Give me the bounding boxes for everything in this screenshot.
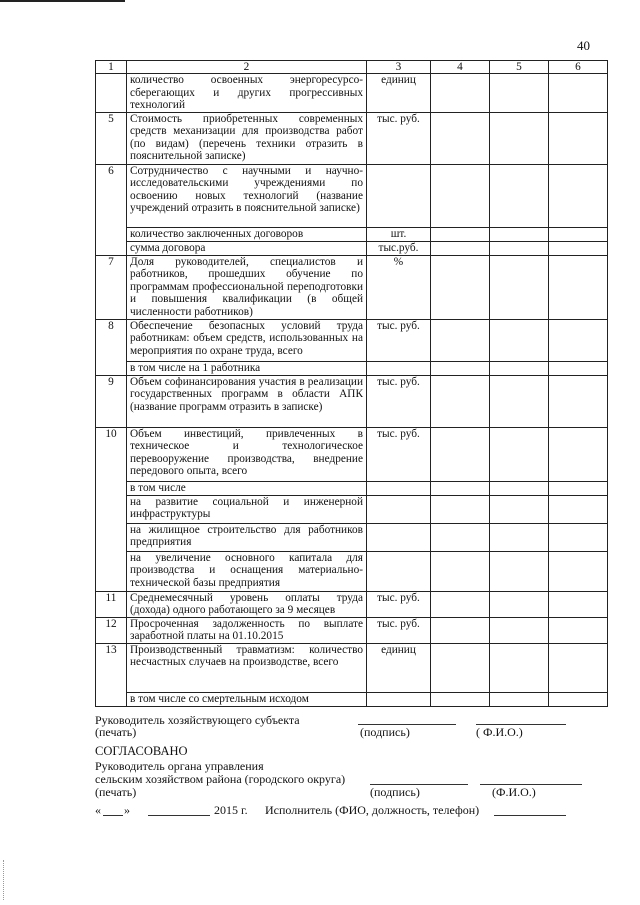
unit-cell: %	[367, 255, 431, 319]
table-row	[96, 591, 608, 617]
table-row	[96, 74, 608, 113]
value-cell	[490, 643, 549, 692]
table-row	[96, 692, 608, 706]
value-cell	[431, 112, 490, 164]
fio-label: ( Ф.И.О.)	[476, 725, 523, 739]
table-row	[96, 241, 608, 255]
header-cell: 2	[127, 61, 367, 74]
executor-line	[494, 815, 566, 816]
value-cell	[431, 255, 490, 319]
value-cell	[490, 591, 549, 617]
date-close-quote: »	[124, 803, 130, 817]
value-cell	[431, 617, 490, 643]
row-number	[96, 361, 127, 375]
value-cell	[431, 591, 490, 617]
indicator-text: на увеличение основного капитала для производства и оснащения материально-технической базы предприятия	[127, 551, 367, 591]
value-cell	[431, 361, 490, 375]
table-row	[96, 643, 608, 692]
value-cell	[431, 692, 490, 706]
indicator-text: Производственный травматизм: количество несчастных случаев на производстве, всего	[127, 643, 367, 692]
header-cell: 3	[367, 61, 431, 74]
indicator-text: Просроченная задолженность по выплате заработной платы на 01.10.2015	[127, 617, 367, 643]
report-table	[95, 60, 608, 707]
stamp-label: (печать)	[95, 725, 137, 739]
signature-label: (подпись)	[370, 785, 420, 799]
table-row	[96, 255, 608, 319]
value-cell	[549, 255, 608, 319]
unit-cell: тыс. руб.	[367, 617, 431, 643]
unit-cell: тыс. руб.	[367, 427, 431, 481]
value-cell	[490, 692, 549, 706]
value-cell	[490, 427, 549, 481]
row-number: 11	[96, 591, 127, 617]
page-number: 40	[577, 38, 590, 53]
unit-cell	[367, 164, 431, 227]
head-title: Руководитель хозяйствующего субъекта	[95, 713, 300, 727]
unit-cell: единиц	[367, 74, 431, 113]
mgmt-title-line2: сельским хозяйством района (городского округа)	[95, 772, 346, 786]
value-cell	[431, 375, 490, 427]
value-cell	[549, 643, 608, 692]
unit-cell	[367, 481, 431, 495]
date-year: 2015 г.	[214, 803, 248, 817]
value-cell	[490, 241, 549, 255]
row-number: 10	[96, 427, 127, 481]
indicator-text: количество заключенных договоров	[127, 227, 367, 241]
indicator-text: количество освоенных энергоресурсо-сберегающих и других прогрессивных технологий	[127, 74, 367, 113]
unit-cell: тыс. руб.	[367, 375, 431, 427]
table-row	[96, 551, 608, 591]
value-cell	[431, 227, 490, 241]
value-cell	[431, 551, 490, 591]
value-cell	[431, 427, 490, 481]
scan-artifact	[3, 860, 6, 900]
executor-label: Исполнитель (ФИО, должность, телефон)	[265, 803, 480, 817]
row-number: 6	[96, 164, 127, 227]
value-cell	[490, 227, 549, 241]
date-open-quote: «	[95, 803, 101, 817]
indicator-text: в том числе	[127, 481, 367, 495]
header-cell: 6	[549, 61, 608, 74]
value-cell	[490, 523, 549, 551]
value-cell	[490, 319, 549, 361]
approved-heading: СОГЛАСОВАНО	[95, 744, 188, 758]
row-number: 5	[96, 112, 127, 164]
unit-cell	[367, 523, 431, 551]
value-cell	[549, 591, 608, 617]
value-cell	[549, 617, 608, 643]
value-cell	[431, 643, 490, 692]
table-row	[96, 617, 608, 643]
row-number	[96, 227, 127, 241]
table-row	[96, 523, 608, 551]
value-cell	[431, 241, 490, 255]
row-number	[96, 481, 127, 495]
value-cell	[431, 74, 490, 113]
row-number	[96, 74, 127, 113]
value-cell	[549, 481, 608, 495]
value-cell	[490, 481, 549, 495]
value-cell	[549, 361, 608, 375]
value-cell	[549, 375, 608, 427]
row-number	[96, 495, 127, 523]
row-number: 9	[96, 375, 127, 427]
row-number	[96, 523, 127, 551]
unit-cell: тыс. руб.	[367, 112, 431, 164]
value-cell	[431, 319, 490, 361]
table-row	[96, 164, 608, 227]
date-month-line	[148, 815, 210, 816]
unit-cell	[367, 495, 431, 523]
header-cell: 1	[96, 61, 127, 74]
row-number: 13	[96, 643, 127, 692]
indicator-text: в том числе со смертельным исходом	[127, 692, 367, 706]
table-row	[96, 427, 608, 481]
unit-cell: тыс.руб.	[367, 241, 431, 255]
value-cell	[549, 227, 608, 241]
value-cell	[490, 255, 549, 319]
header-cell: 5	[490, 61, 549, 74]
scan-edge-mark	[0, 0, 125, 2]
row-number	[96, 692, 127, 706]
unit-cell	[367, 692, 431, 706]
value-cell	[549, 551, 608, 591]
unit-cell: тыс. руб.	[367, 591, 431, 617]
row-number	[96, 551, 127, 591]
table-header-row	[96, 61, 608, 74]
indicator-text: на развитие социальной и инженерной инфраструктуры	[127, 495, 367, 523]
value-cell	[490, 361, 549, 375]
signature-label: (подпись)	[360, 725, 410, 739]
table-row	[96, 481, 608, 495]
value-cell	[549, 241, 608, 255]
row-number: 12	[96, 617, 127, 643]
value-cell	[549, 692, 608, 706]
value-cell	[549, 427, 608, 481]
indicator-text: Доля руководителей, специалистов и работников, прошедших обучение по программам профессиональной переподготовки и повышения квалификации (в общей численности работников)	[127, 255, 367, 319]
value-cell	[431, 495, 490, 523]
fio-label: (Ф.И.О.)	[492, 785, 536, 799]
date-day-line	[103, 815, 123, 816]
indicator-text: Объем софинансирования участия в реализации государственных программ в области АПК (название программ отразить в записке)	[127, 375, 367, 427]
value-cell	[431, 481, 490, 495]
value-cell	[490, 495, 549, 523]
table-row	[96, 319, 608, 361]
indicator-text: Стоимость приобретенных современных средств механизации для производства работ (по видам) (перечень техники отразить в пояснительной записке)	[127, 112, 367, 164]
indicator-text: на жилищное строительство для работников предприятия	[127, 523, 367, 551]
mgmt-title-line1: Руководитель органа управления	[95, 759, 264, 773]
value-cell	[549, 164, 608, 227]
table-row	[96, 375, 608, 427]
indicator-text: Объем инвестиций, привлеченных в техническое и технологическое перевооружение производства, внедрение передового опыта, всего	[127, 427, 367, 481]
unit-cell	[367, 551, 431, 591]
value-cell	[549, 495, 608, 523]
value-cell	[490, 617, 549, 643]
indicator-text: сумма договора	[127, 241, 367, 255]
value-cell	[490, 112, 549, 164]
stamp-label: (печать)	[95, 785, 137, 799]
header-cell: 4	[431, 61, 490, 74]
unit-cell: единиц	[367, 643, 431, 692]
indicator-text: Сотрудничество с научными и научно-исследовательскими учреждениями по освоению новых технологий (название учреждений отразить в пояснительной записке)	[127, 164, 367, 227]
value-cell	[490, 551, 549, 591]
value-cell	[549, 319, 608, 361]
row-number: 8	[96, 319, 127, 361]
unit-cell: шт.	[367, 227, 431, 241]
value-cell	[490, 74, 549, 113]
row-number	[96, 241, 127, 255]
value-cell	[549, 523, 608, 551]
value-cell	[549, 74, 608, 113]
table-row	[96, 361, 608, 375]
value-cell	[490, 375, 549, 427]
value-cell	[431, 523, 490, 551]
table-row	[96, 495, 608, 523]
indicator-text: Среднемесячный уровень оплаты труда (дохода) одного работающего за 9 месяцев	[127, 591, 367, 617]
unit-cell: тыс. руб.	[367, 319, 431, 361]
indicator-text: в том числе на 1 работника	[127, 361, 367, 375]
table-row	[96, 112, 608, 164]
value-cell	[490, 164, 549, 227]
value-cell	[549, 112, 608, 164]
table-row	[96, 227, 608, 241]
unit-cell	[367, 361, 431, 375]
indicator-text: Обеспечение безопасных условий труда работникам: объем средств, использованных на мероприятия по охране труда, всего	[127, 319, 367, 361]
row-number: 7	[96, 255, 127, 319]
value-cell	[431, 164, 490, 227]
